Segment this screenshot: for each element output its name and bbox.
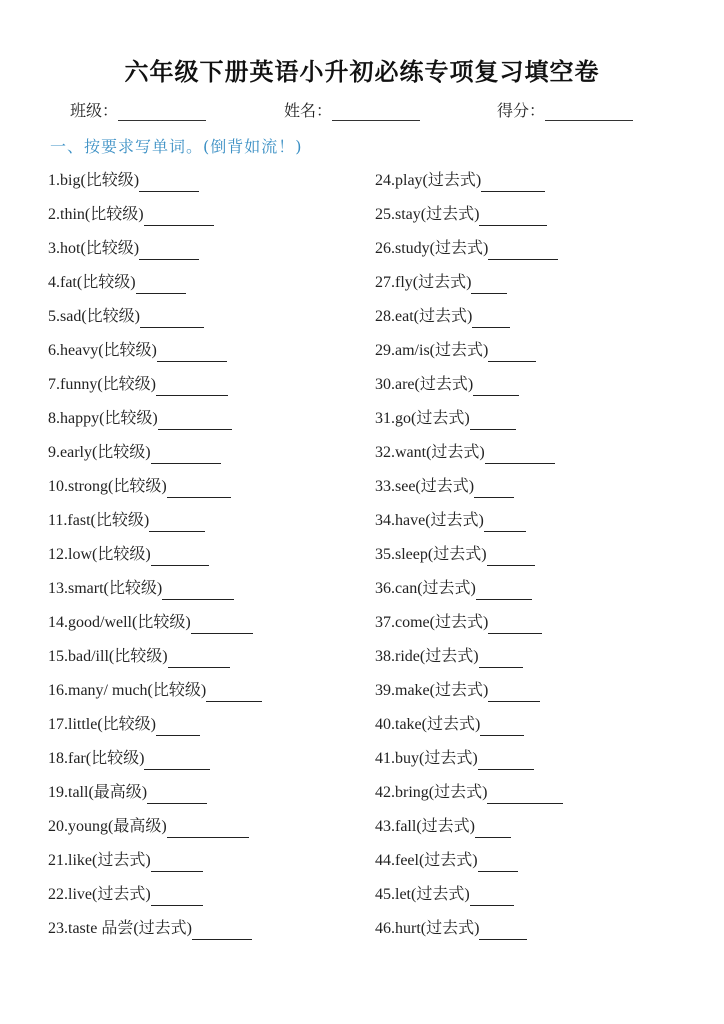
student-info-row bbox=[0, 98, 724, 126]
answer-blank[interactable] bbox=[151, 543, 209, 566]
answer-blank[interactable] bbox=[191, 611, 253, 634]
answer-blank[interactable] bbox=[192, 917, 252, 940]
question-item bbox=[48, 744, 262, 778]
answer-blank[interactable] bbox=[488, 339, 536, 362]
question-text: 34.have(过去式) bbox=[375, 512, 484, 529]
question-text: 3.hot(比较级) bbox=[48, 240, 140, 257]
question-text: 27.fly(过去式) bbox=[375, 274, 472, 291]
question-item bbox=[375, 302, 563, 336]
answer-blank[interactable] bbox=[476, 577, 532, 600]
question-text: 24.play(过去式) bbox=[375, 172, 482, 189]
question-item bbox=[375, 778, 563, 812]
question-item bbox=[48, 812, 262, 846]
question-item bbox=[48, 200, 262, 234]
question-text: 43.fall(过去式) bbox=[375, 818, 475, 835]
class-field bbox=[70, 98, 206, 121]
question-column-left bbox=[48, 166, 262, 948]
question-text: 1.big(比较级) bbox=[48, 172, 140, 189]
question-item bbox=[48, 846, 262, 880]
question-item bbox=[48, 880, 262, 914]
answer-blank[interactable] bbox=[487, 781, 563, 804]
question-text: 31.go(过去式) bbox=[375, 410, 470, 427]
question-item bbox=[375, 642, 563, 676]
question-text: 30.are(过去式) bbox=[375, 376, 474, 393]
question-item bbox=[375, 710, 563, 744]
answer-blank[interactable] bbox=[151, 883, 203, 906]
question-item bbox=[48, 404, 262, 438]
name-blank[interactable] bbox=[332, 100, 420, 121]
question-text: 19.tall(最高级) bbox=[48, 784, 148, 801]
answer-blank[interactable] bbox=[156, 713, 200, 736]
score-label: 得分： bbox=[497, 101, 546, 120]
question-item bbox=[48, 574, 262, 608]
question-text: 42.bring(过去式) bbox=[375, 784, 488, 801]
question-text: 14.good/well(比较级) bbox=[48, 614, 191, 631]
answer-blank[interactable] bbox=[473, 373, 519, 396]
answer-blank[interactable] bbox=[144, 203, 214, 226]
answer-blank[interactable] bbox=[472, 305, 510, 328]
answer-blank[interactable] bbox=[144, 747, 210, 770]
question-item bbox=[375, 914, 563, 948]
question-item bbox=[48, 608, 262, 642]
answer-blank[interactable] bbox=[168, 645, 230, 668]
answer-blank[interactable] bbox=[484, 509, 526, 532]
question-text: 11.fast(比较级) bbox=[48, 512, 150, 529]
question-text: 22.live(过去式) bbox=[48, 886, 151, 903]
question-item bbox=[375, 574, 563, 608]
question-item bbox=[375, 234, 563, 268]
question-text: 15.bad/ill(比较级) bbox=[48, 648, 168, 665]
answer-blank[interactable] bbox=[139, 237, 199, 260]
question-text: 20.young(最高级) bbox=[48, 818, 167, 835]
answer-blank[interactable] bbox=[136, 271, 186, 294]
answer-blank[interactable] bbox=[470, 407, 516, 430]
question-text: 28.eat(过去式) bbox=[375, 308, 473, 325]
question-item bbox=[375, 200, 563, 234]
question-item bbox=[375, 880, 563, 914]
answer-blank[interactable] bbox=[475, 815, 511, 838]
question-item bbox=[48, 540, 262, 574]
section-heading: 一、按要求写单词。(倒背如流！) bbox=[50, 137, 303, 156]
answer-blank[interactable] bbox=[167, 815, 249, 838]
question-text: 44.feel(过去式) bbox=[375, 852, 478, 869]
question-text: 18.far(比较级) bbox=[48, 750, 145, 767]
question-text: 10.strong(比较级) bbox=[48, 478, 167, 495]
answer-blank[interactable] bbox=[149, 509, 205, 532]
answer-blank[interactable] bbox=[471, 271, 507, 294]
answer-blank[interactable] bbox=[487, 543, 535, 566]
question-item bbox=[375, 336, 563, 370]
score-field bbox=[497, 98, 633, 121]
question-item bbox=[48, 370, 262, 404]
answer-blank[interactable] bbox=[157, 339, 227, 362]
answer-blank[interactable] bbox=[480, 713, 524, 736]
question-text: 25.stay(过去式) bbox=[375, 206, 480, 223]
question-item bbox=[375, 404, 563, 438]
answer-blank[interactable] bbox=[140, 305, 204, 328]
answer-blank[interactable] bbox=[167, 475, 231, 498]
question-text: 29.am/is(过去式) bbox=[375, 342, 489, 359]
question-item bbox=[375, 506, 563, 540]
question-text: 6.heavy(比较级) bbox=[48, 342, 157, 359]
question-text: 16.many/ much(比较级) bbox=[48, 682, 207, 699]
page-title: 六年级下册英语小升初必练专项复习填空卷 bbox=[124, 58, 600, 86]
question-item bbox=[48, 472, 262, 506]
answer-blank[interactable] bbox=[488, 237, 558, 260]
question-text: 35.sleep(过去式) bbox=[375, 546, 487, 563]
question-text: 17.little(比较级) bbox=[48, 716, 156, 733]
question-text: 8.happy(比较级) bbox=[48, 410, 158, 427]
question-text: 45.let(过去式) bbox=[375, 886, 470, 903]
question-item bbox=[48, 166, 262, 200]
name-label: 姓名： bbox=[284, 101, 333, 120]
question-text: 37.come(过去式) bbox=[375, 614, 489, 631]
question-item bbox=[48, 710, 262, 744]
question-item bbox=[48, 336, 262, 370]
question-item bbox=[375, 540, 563, 574]
answer-blank[interactable] bbox=[147, 781, 207, 804]
answer-blank[interactable] bbox=[488, 611, 542, 634]
answer-blank[interactable] bbox=[479, 645, 523, 668]
answer-blank[interactable] bbox=[478, 849, 518, 872]
class-label: 班级： bbox=[70, 101, 119, 120]
question-text: 36.can(过去式) bbox=[375, 580, 476, 597]
question-text: 26.study(过去式) bbox=[375, 240, 489, 257]
question-text: 4.fat(比较级) bbox=[48, 274, 136, 291]
question-item bbox=[375, 744, 563, 778]
question-item bbox=[48, 234, 262, 268]
question-item bbox=[48, 642, 262, 676]
answer-blank[interactable] bbox=[485, 441, 555, 464]
answer-blank[interactable] bbox=[162, 577, 234, 600]
question-item bbox=[375, 608, 563, 642]
answer-blank[interactable] bbox=[151, 441, 221, 464]
question-text: 7.funny(比较级) bbox=[48, 376, 156, 393]
question-text: 38.ride(过去式) bbox=[375, 648, 479, 665]
answer-blank[interactable] bbox=[481, 169, 545, 192]
name-field bbox=[284, 98, 420, 121]
question-text: 13.smart(比较级) bbox=[48, 580, 163, 597]
question-text: 21.like(过去式) bbox=[48, 852, 151, 869]
answer-blank[interactable] bbox=[479, 917, 527, 940]
question-item bbox=[375, 370, 563, 404]
question-item bbox=[48, 506, 262, 540]
question-text: 2.thin(比较级) bbox=[48, 206, 144, 223]
question-text: 33.see(过去式) bbox=[375, 478, 475, 495]
question-column-right bbox=[375, 166, 563, 948]
question-item bbox=[48, 676, 262, 710]
class-blank[interactable] bbox=[118, 100, 206, 121]
answer-blank[interactable] bbox=[156, 373, 228, 396]
question-text: 32.want(过去式) bbox=[375, 444, 485, 461]
question-text: 39.make(过去式) bbox=[375, 682, 489, 699]
answer-blank[interactable] bbox=[479, 203, 547, 226]
question-text: 12.low(比较级) bbox=[48, 546, 151, 563]
question-text: 5.sad(比较级) bbox=[48, 308, 140, 325]
question-item bbox=[48, 268, 262, 302]
question-item bbox=[375, 166, 563, 200]
question-text: 9.early(比较级) bbox=[48, 444, 151, 461]
question-text: 46.hurt(过去式) bbox=[375, 920, 480, 937]
question-text: 23.taste 品尝(过去式) bbox=[48, 920, 192, 937]
question-item bbox=[48, 438, 262, 472]
answer-blank[interactable] bbox=[158, 407, 232, 430]
question-item bbox=[48, 778, 262, 812]
answer-blank[interactable] bbox=[478, 747, 534, 770]
question-item bbox=[375, 812, 563, 846]
question-item bbox=[375, 438, 563, 472]
answer-blank[interactable] bbox=[151, 849, 203, 872]
question-item bbox=[375, 268, 563, 302]
answer-blank[interactable] bbox=[206, 679, 262, 702]
question-item bbox=[375, 676, 563, 710]
question-item bbox=[375, 472, 563, 506]
answer-blank[interactable] bbox=[139, 169, 199, 192]
question-text: 40.take(过去式) bbox=[375, 716, 481, 733]
question-text: 41.buy(过去式) bbox=[375, 750, 478, 767]
score-blank[interactable] bbox=[545, 100, 633, 121]
question-item bbox=[48, 914, 262, 948]
question-item bbox=[48, 302, 262, 336]
answer-blank[interactable] bbox=[488, 679, 540, 702]
answer-blank[interactable] bbox=[470, 883, 514, 906]
question-item bbox=[375, 846, 563, 880]
answer-blank[interactable] bbox=[474, 475, 514, 498]
